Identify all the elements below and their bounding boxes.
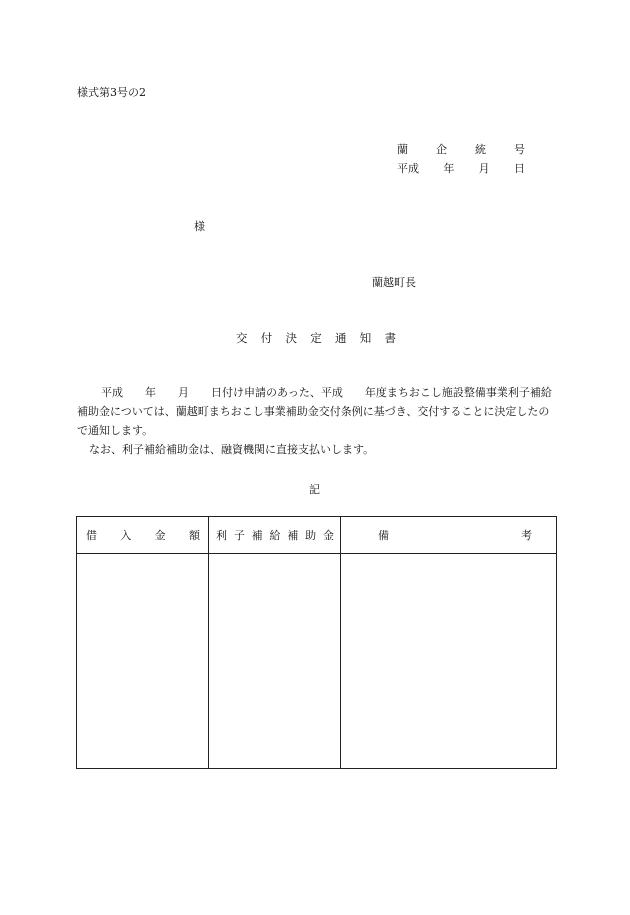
- interest-subsidy-cell: [209, 554, 341, 769]
- header-char: 備: [378, 529, 389, 542]
- date-part: 平成: [397, 162, 419, 175]
- header-char: 金: [154, 529, 166, 542]
- header-char: 利: [216, 529, 227, 542]
- header-loan-amount: [77, 517, 209, 554]
- loan-amount-cell: [77, 554, 209, 769]
- table-header-row: [77, 517, 557, 554]
- title-char: 書: [384, 331, 396, 345]
- header-char: 入: [120, 529, 132, 542]
- title-char: 定: [310, 331, 322, 345]
- form-number: 様式第3号の2: [77, 86, 146, 99]
- body-paragraph-1: 平成 年 月 日付け申請のあった、平成 年度まちおこし施設整備事業利子補給補助金については、蘭越町まちおこし事業補助金交付条例に基づき、交付することに決定したので通知します。: [77, 386, 552, 437]
- date-part: 日: [513, 162, 525, 175]
- header-char: 金: [322, 529, 334, 542]
- ref-char: 蘭: [397, 143, 408, 156]
- table-body-row: [77, 554, 557, 769]
- issue-date: [397, 160, 525, 176]
- issuer: 蘭越町長: [372, 276, 416, 289]
- document-title: [236, 330, 396, 346]
- header-interest-subsidy: [209, 517, 341, 554]
- title-char: 知: [359, 331, 372, 345]
- header-char: 給: [269, 529, 281, 542]
- header-char: 借: [86, 529, 97, 542]
- recipient-suffix: 様: [194, 220, 205, 233]
- remarks-cell: [341, 554, 557, 769]
- header-char: 額: [188, 529, 200, 542]
- title-char: 交: [236, 331, 248, 345]
- title-char: 通: [335, 331, 347, 345]
- date-part: 年: [443, 162, 455, 175]
- header-char: 補: [287, 529, 299, 542]
- ki-heading: 記: [309, 483, 320, 496]
- header-char: 助: [305, 529, 317, 542]
- title-char: 決: [285, 331, 297, 345]
- ref-char: 統: [475, 143, 486, 156]
- body-paragraph-2: なお、利子補給補助金は、融資機関に直接支払いします。: [89, 443, 375, 456]
- reference-number: [397, 141, 525, 157]
- header-remarks: [341, 517, 557, 554]
- header-char: 考: [521, 529, 532, 542]
- body-text: [77, 383, 553, 459]
- header-char: 補: [251, 529, 263, 542]
- title-char: 付: [260, 331, 273, 345]
- header-char: 子: [233, 529, 245, 542]
- ref-char: 号: [514, 143, 525, 156]
- detail-table: [76, 516, 557, 769]
- ref-char: 企: [436, 143, 447, 156]
- date-part: 月: [478, 162, 490, 175]
